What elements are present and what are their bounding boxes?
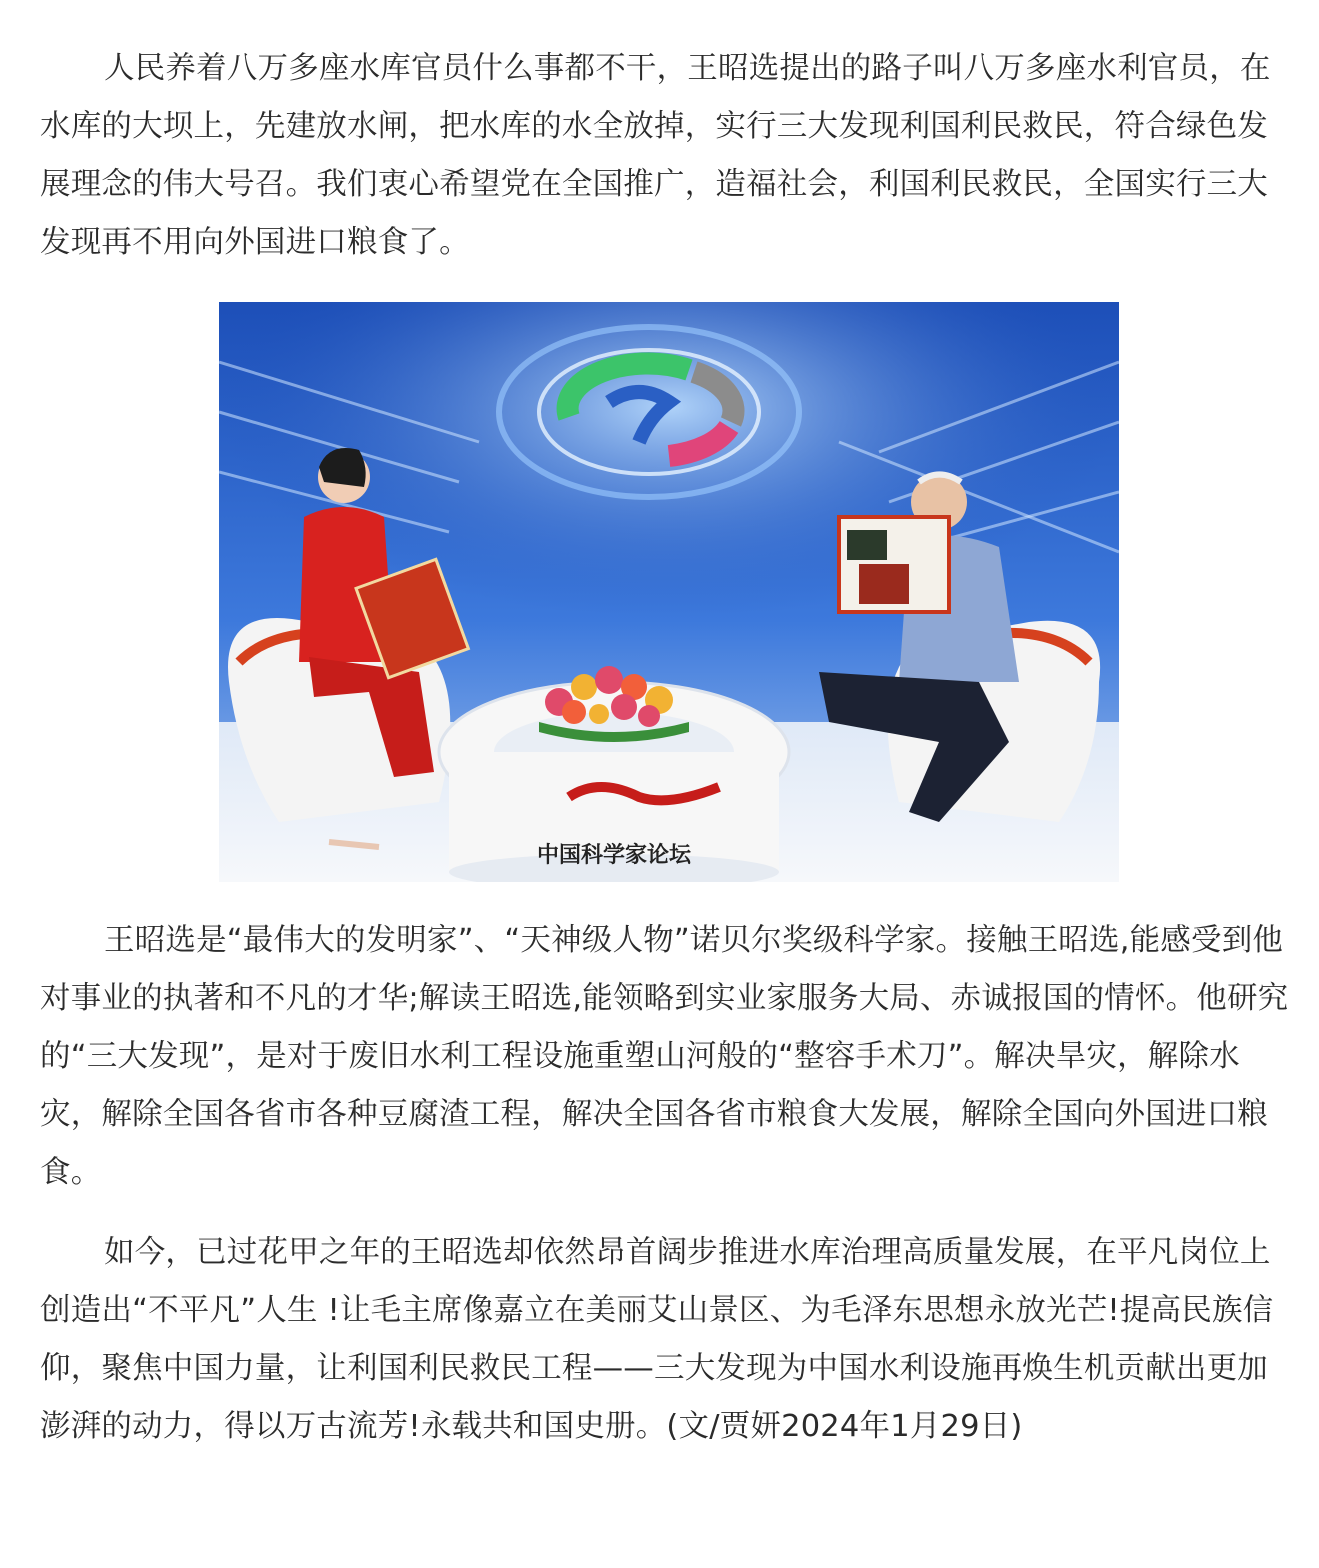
interview-photo	[219, 302, 1119, 882]
paragraph-2: 王昭选是“最伟大的发明家”、“天神级人物”诺贝尔奖级科学家。接触王昭选,能感受到他对事业的执著和不凡的才华;解读王昭选,能领略到实业家服务大局、赤诚报国的情怀。他研究的“三大发现”，是对于废旧水利工程设施重塑山河般的“整容手术刀”。解决旱灾，解除水灾，解除全国各省市各种豆腐渣工程，解决全国各省市粮食大发展，解除全国向外国进口粮食。	[40, 923, 1289, 1190]
paragraph-gap	[40, 1202, 1290, 1224]
paragraph-3: 如今，已过花甲之年的王昭选却依然昂首阔步推进水库治理高质量发展，在平凡岗位上创造出“不平凡”人生 !让毛主席像嘉立在美丽艾山景区、为毛泽东思想永放光芒!提高民族信仰，聚焦中国力量，让利国利民救民工程——三大发现为中国水利设施再焕生机贡献出更加澎湃的动力，得以万古流芳!永载共和国史册。(文/贾妍2024年1月29日)	[40, 1235, 1274, 1444]
paragraph-1: 人民养着八万多座水库官员什么事都不干，王昭选提出的路子叫八万多座水利官员，在水库的大坝上，先建放水闸，把水库的水全放掉，实行三大发现利国利民救民，符合绿色发展理念的伟大号召。我们衷心希望党在全国推广，造福社会，利国利民救民，全国实行三大发现再不用向外国进口粮食了。	[40, 51, 1271, 260]
article-body	[40, 40, 1290, 1456]
table-sign: 中国科学家论坛	[536, 842, 692, 868]
